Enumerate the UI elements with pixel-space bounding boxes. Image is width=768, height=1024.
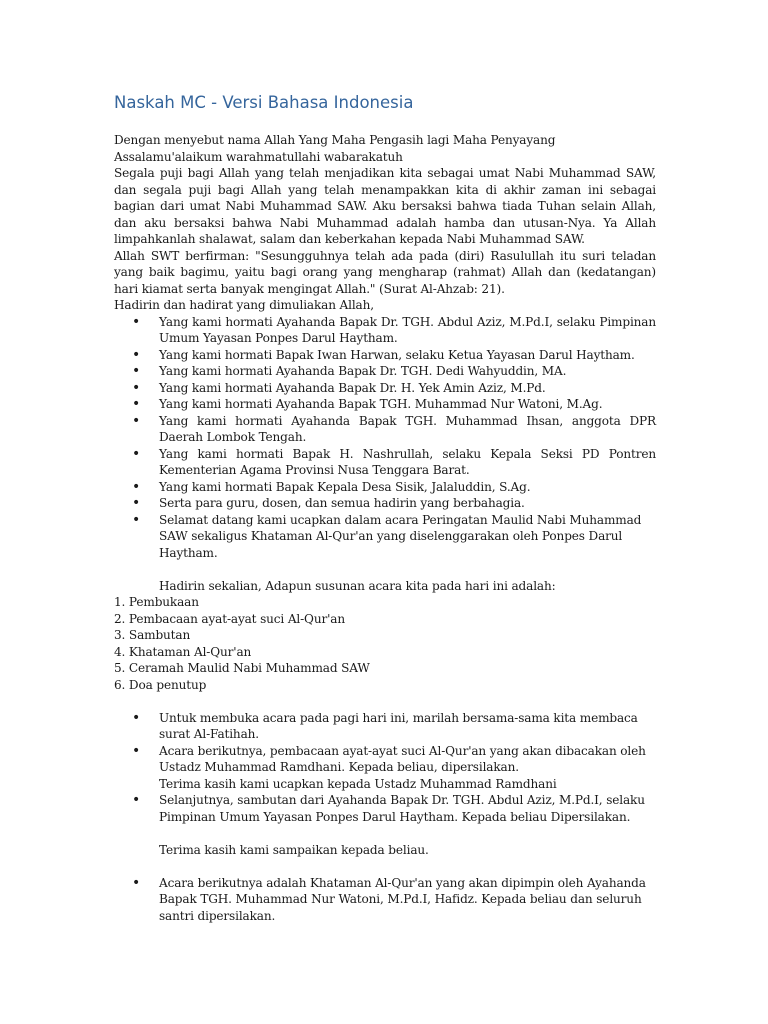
agenda-list — [114, 594, 656, 693]
greeting-item: • Yang kami hormati Bapak Kepala Desa Sisik, Jalaluddin, S.Ag. — [114, 479, 656, 496]
agenda-item: 2. Pembacaan ayat-ayat suci Al-Qur'an — [114, 611, 345, 626]
agenda-item: 5. Ceramah Maulid Nabi Muhammad SAW — [114, 661, 370, 675]
document-body — [114, 132, 656, 924]
greeting-item: • Yang kami hormati Bapak H. Nashrullah, selaku Kepala Seksi PD Pontren Kementerian Agama Provinsi Nusa Tenggara Barat. — [114, 446, 656, 479]
step-text: Acara berikutnya, pembacaan ayat-ayat suci Al-Qur'an yang akan dibacakan oleh Ustadz Muhammad Ramdhani. Kepada beliau, dipersilakan. — [159, 743, 646, 774]
basmalah-line: Dengan menyebut nama Allah Yang Maha Pengasih lagi Maha Penyayang — [114, 133, 556, 147]
greetings-list — [114, 314, 656, 562]
spacer — [114, 825, 656, 842]
step-item — [114, 743, 656, 793]
greeting-item: • Yang kami hormati Bapak Iwan Harwan, selaku Ketua Yayasan Darul Haytham. — [114, 347, 656, 364]
step-item — [114, 710, 656, 743]
greeting-item: • Yang kami hormati Ayahanda Bapak Dr. TGH. Abdul Aziz, M.Pd.I, selaku Pimpinan Umum Yayasan Ponpes Darul Haytham. — [114, 314, 656, 347]
step-text: Untuk membuka acara pada pagi hari ini, marilah bersama-sama kita membaca surat Al-Fatihah. — [159, 710, 638, 741]
final-steps-list — [114, 875, 656, 925]
greeting-item: • Yang kami hormati Ayahanda Bapak Dr. H. Yek Amin Aziz, M.Pd. — [114, 380, 656, 397]
agenda-item: 3. Sambutan — [114, 628, 191, 642]
greeting-item: • Yang kami hormati Ayahanda Bapak Dr. TGH. Dedi Wahyuddin, MA. — [114, 363, 656, 380]
agenda-item: 1. Pembukaan — [114, 595, 199, 609]
spacer — [114, 693, 656, 710]
agenda-intro: Hadirin sekalian, Adapun susunan acara kita pada hari ini adalah: — [159, 578, 556, 593]
spacer — [114, 561, 656, 578]
document-title: Naskah MC - Versi Bahasa Indonesia — [114, 93, 414, 112]
spacer — [114, 858, 656, 875]
audience-greeting: Hadirin dan hadirat yang dimuliakan Allah, — [114, 298, 374, 312]
thanks-line: Terima kasih kami sampaikan kepada beliau. — [159, 842, 429, 857]
agenda-item: 6. Doa penutup — [114, 677, 207, 692]
praise-paragraph: Segala puji bagi Allah yang telah menjadikan kita sebagai umat Nabi Muhammad SAW, dan segala puji bagi Allah yang telah menampakkan kita di akhir zaman ini sebagai bagian dari umat Nabi Muhammad SAW. Aku bersaksi bahwa tiada Tuhan selain Allah, dan aku bersaksi bahwa Nabi Muhammad adalah hamba dan utusan-Nya. Ya Allah limpahkanlah shalawat, salam dan keberkahan kepada Nabi Muhammad SAW. — [114, 166, 656, 246]
step-text: Selanjutnya, sambutan dari Ayahanda Bapak Dr. TGH. Abdul Aziz, M.Pd.I, selaku Pimpinan Umum Yayasan Ponpes Darul Haytham. Kepada beliau Dipersilakan. — [159, 793, 645, 824]
steps-list — [114, 710, 656, 826]
salam-line: Assalamu'alaikum warahmatullahi wabarakatuh — [114, 149, 403, 164]
step-item — [114, 792, 656, 825]
greeting-item: • Yang kami hormati Ayahanda Bapak TGH. Muhammad Ihsan, anggota DPR Daerah Lombok Tengah. — [114, 413, 656, 446]
step-item: • Acara berikutnya adalah Khataman Al-Qur'an yang akan dipimpin oleh Ayahanda Bapak TGH. Muhammad Nur Watoni, M.Pd.I, Hafidz. Kepada beliau dan seluruh santri dipersilakan. — [114, 875, 656, 925]
quran-quote-paragraph: Allah SWT berfirman: "Sesungguhnya telah ada pada (diri) Rasulullah itu suri teladan yang baik bagimu, yaitu bagi orang yang mengharap (rahmat) Allah dan (kedatangan) hari kiamat serta banyak mengingat Allah." (Surat Al-Ahzab: 21). — [114, 248, 656, 296]
agenda-item: 4. Khataman Al-Qur'an — [114, 644, 252, 659]
greeting-item: • Yang kami hormati Ayahanda Bapak TGH. Muhammad Nur Watoni, M.Ag. — [114, 396, 656, 413]
step-extra: Terima kasih kami ucapkan kepada Ustadz Muhammad Ramdhani — [159, 776, 557, 791]
greeting-item: • Selamat datang kami ucapkan dalam acara Peringatan Maulid Nabi Muhammad SAW sekaligus Khataman Al-Qur'an yang diselenggarakan oleh Ponpes Darul Haytham. — [114, 512, 656, 562]
greeting-item: • Serta para guru, dosen, dan semua hadirin yang berbahagia. — [114, 495, 656, 512]
